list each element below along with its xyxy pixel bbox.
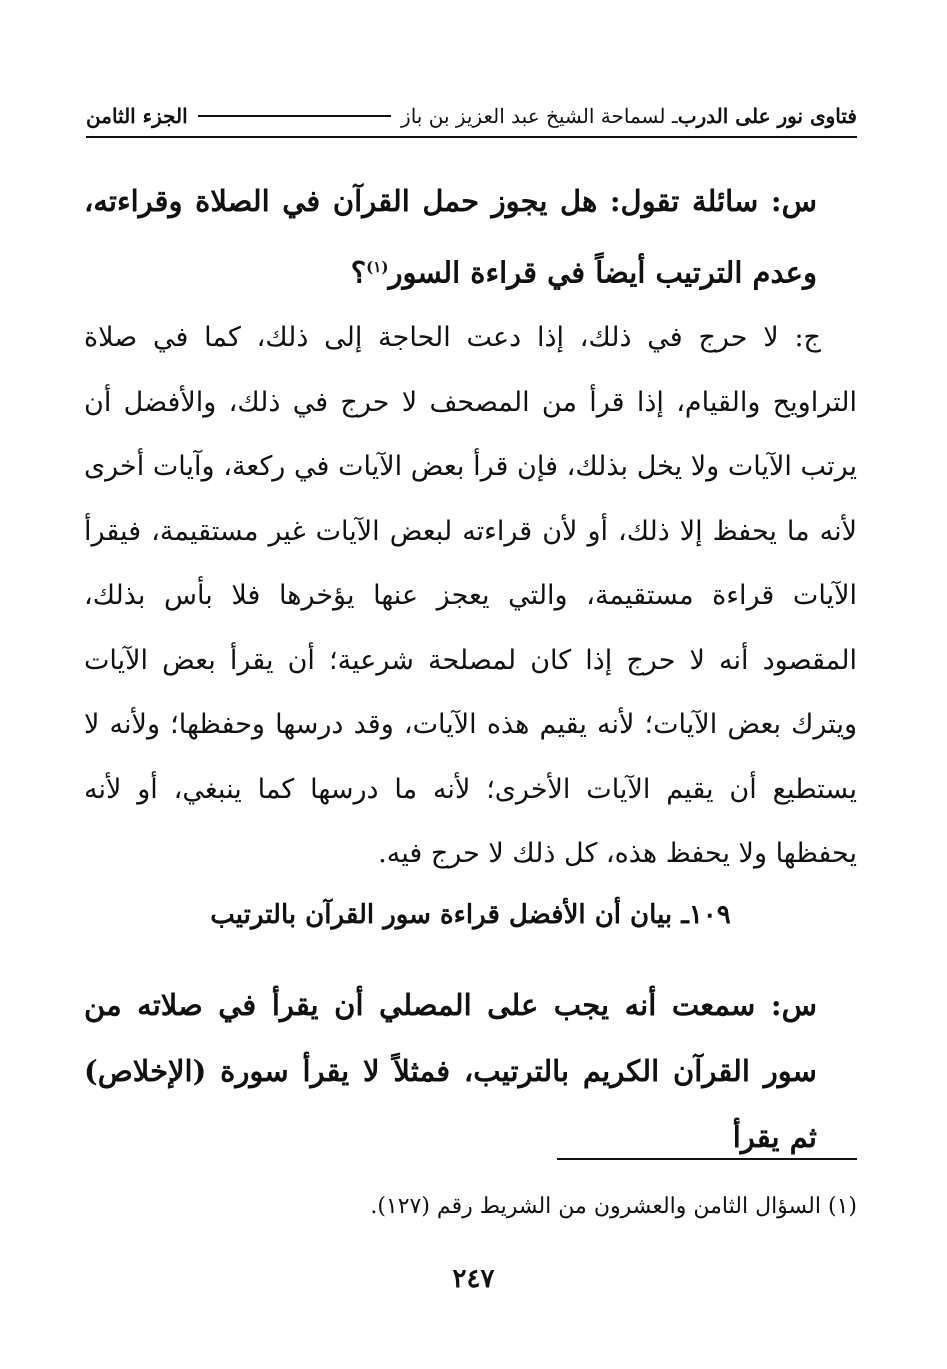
book-title: فتاوى نور على الدرب — [677, 104, 857, 128]
question-2-text: س: سمعت أنه يجب على المصلي أن يقرأ في صلاته من سور القرآن الكريم بالترتيب، فمثلاً لا يقرأ سورة (الإخلاص) ثم يقرأ — [84, 988, 817, 1154]
running-header — [86, 96, 857, 138]
page-number: ٢٤٧ — [452, 1264, 495, 1294]
question-1-text: س: سائلة تقول: هل يجوز حمل القرآن في الصلاة وقراءته، وعدم الترتيب أيضاً في قراءة السور — [84, 184, 817, 290]
answer-1 — [84, 306, 857, 887]
section-heading: ١٠٩ـ بيان أن الأفضل قراءة سور القرآن بالترتيب — [210, 900, 731, 930]
author-name: ـ لسماحة الشيخ عبد العزيز بن باز — [401, 104, 678, 128]
volume-label: الجزء الثامن — [86, 104, 188, 128]
answer-1-text: ج: لا حرج في ذلك، إذا دعت الحاجة إلى ذلك، كما في صلاة التراويح والقيام، إذا قرأ من المصحف لا حرج في ذلك، والأفضل أن يرتب الآيات ولا يخل بذلك، فإن قرأ بعض الآيات في ركعة، وآيات أخرى لأنه ما يحفظ إلا ذلك، أو لأن قراءته لبعض الآيات غير مستقيمة، فيقرأ الآيات قراءة مستقيمة، والتي يعجز عنها يؤخرها فلا بأس بذلك، المقصود أنه لا حرج إذا كان لمصلحة شرعية؛ أن يقرأ بعض الآيات ويترك بعض الآيات؛ لأنه يقيم هذه الآيات، وقد درسها وحفظها؛ ولأنه لا يستطيع أن يقيم الآيات الأخرى؛ لأنه ما درسها كما ينبغي، أو لأنه يحفظها ولا يحفظ هذه، كل ذلك لا حرج فيه. — [84, 322, 857, 869]
footnote: (١) السؤال الثامن والعشرون من الشريط رقم (١٢٧). — [370, 1194, 857, 1219]
question-1-end: ؟ — [350, 255, 367, 290]
footnote-ref: (١) — [366, 258, 389, 276]
header-rule — [198, 115, 391, 117]
footnote-separator — [557, 1158, 857, 1160]
question-2 — [84, 972, 817, 1170]
question-1 — [84, 168, 817, 306]
